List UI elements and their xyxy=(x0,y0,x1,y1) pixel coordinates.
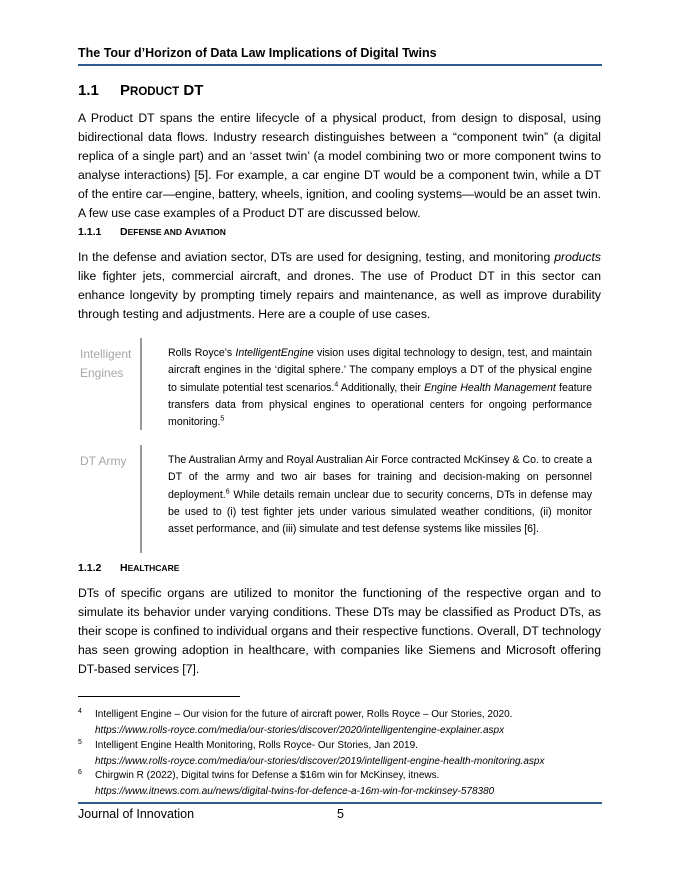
footer-journal: Journal of Innovation xyxy=(78,807,195,821)
intro-paragraph: A Product DT spans the entire lifecycle of a physical product, from design to disposal, using bidirectional data flows. Industry research distinguishes between a “component twin” (a digital replica of a single part) and an ‘asset twin’ (a model combining two or more component twins to analyse interactions) [5]. For example, a car engine DT would be a component twin, while a DT of the entire car—engine, battery, wheels, ignition, and cooling systems—would be an asset twin. A few use case examples of a Product DT are discussed below. xyxy=(78,111,601,220)
section-title-tail: DT xyxy=(179,82,204,99)
usecase-text: vision uses digital technology to design, test, and maintain aircraft engines in the ‘digital sphere.’ The company employs a DT of the physical engine to simulate potential test scenarios. xyxy=(168,347,592,394)
subsection-title-part: EALTHCARE xyxy=(127,563,180,573)
subsection-title-part: EFENSE AND xyxy=(127,227,185,237)
healthcare-paragraph: DTs of specific organs are utilized to monitor the functioning of the respective organ and to simulate its behavior under varying conditions. These DTs may be classified as Product DTs, as their scope is confined to individual organs and their respective functions. Overall, DT technology has seen growing adoption in healthcare, with companies like Siemens and Microsoft offering DT-based services [7]. xyxy=(78,586,601,676)
usecase-text: Additionally, their xyxy=(338,381,425,394)
footnote-link[interactable]: https://www.rolls-royce.com/media/our-stories/discover/2019/intelligent-engine-health-monitoring.aspx xyxy=(95,755,545,767)
footnote-5 xyxy=(78,738,602,769)
subsection-heading-defense xyxy=(78,226,226,238)
footnote-mark: 5 xyxy=(78,739,82,746)
footnote-separator xyxy=(78,696,240,697)
section-title-initial: P xyxy=(120,82,131,99)
footnote-link[interactable]: https://www.rolls-royce.com/media/our-stories/discover/2020/intelligentengine-explainer.aspx xyxy=(95,724,505,736)
header-rule xyxy=(78,64,602,66)
usecase-text: While details remain unclear due to security concerns, DTs in defense may be used to (i) test fighter jets under various simulated weather conditions, (ii) monitor asset performance, and (iii) simulate and test defense systems like missiles [6]. xyxy=(168,488,592,536)
footnote-ref[interactable]: 6 xyxy=(225,488,230,496)
section-number: 1.1 xyxy=(78,82,99,99)
usecase-text: Rolls Royce's xyxy=(168,347,236,359)
usecase-divider xyxy=(140,445,142,553)
defense-emphasis: products xyxy=(554,250,601,264)
footnote-mark: 4 xyxy=(78,708,82,715)
footnote-6 xyxy=(78,768,602,799)
defense-paragraph xyxy=(78,248,601,324)
page-number: 5 xyxy=(337,807,344,821)
footnote-4 xyxy=(78,707,602,738)
usecase-label-dt-army: DT Army xyxy=(80,454,127,468)
footnote-mark: 6 xyxy=(78,769,82,776)
running-header: The Tour d’Horizon of Data Law Implications of Digital Twins xyxy=(78,46,437,60)
subsection-title-part: D xyxy=(120,226,128,238)
footnote-ref[interactable]: 5 xyxy=(220,415,225,423)
defense-text: In the defense and aviation sector, DTs are used for designing, testing, and monitoring xyxy=(78,250,555,264)
usecase-label-intelligent-engines: Intelligent Engines xyxy=(80,347,132,380)
usecase-text-intelligent-engines xyxy=(168,345,592,431)
footnote-text: Chirgwin R (2022), Digital twins for Defense a $16m win for McKinsey, itnews. xyxy=(95,770,440,781)
usecase-text: The Australian Army and Royal Australian Air Force contracted McKinsey & Co. to create a DT of the army and two air bases for training and decision-making on personnel deployment. xyxy=(168,454,592,501)
section-title-smallcaps: RODUCT xyxy=(130,86,180,98)
usecase-text-dt-army xyxy=(168,452,592,538)
footnote-text: Intelligent Engine – Our vision for the future of aircraft power, Rolls Royce – Our Stories, 2020. xyxy=(95,709,513,720)
footnote-text: Intelligent Engine Health Monitoring, Rolls Royce- Our Stories, Jan 2019. xyxy=(95,740,418,751)
subsection-number: 1.1.1 xyxy=(78,226,102,238)
footnote-ref[interactable]: 4 xyxy=(334,381,339,389)
section-heading xyxy=(78,82,203,99)
subsection-title-part: A xyxy=(184,226,193,238)
subsection-number: 1.1.2 xyxy=(78,562,102,574)
footer-rule xyxy=(78,802,602,804)
footnote-link[interactable]: https://www.itnews.com.au/news/digital-twins-for-defence-a-16m-win-for-mckinsey-578380 xyxy=(95,785,495,797)
usecase-text: feature transfers data from physical engines to operational centers for ongoing performance monitoring. xyxy=(168,381,592,429)
usecase-emphasis: Engine Health Management xyxy=(424,381,556,394)
defense-text: like fighter jets, commercial aircraft, and drones. The use of Product DT in this sector can enhance longevity by prompting timely repairs and maintenance, as well as improve durability through testing and adjustments. Here are a couple of use cases. xyxy=(78,269,601,321)
subsection-title-part: H xyxy=(120,562,128,574)
usecase-emphasis: IntelligentEngine xyxy=(235,347,314,359)
subsection-heading-healthcare xyxy=(78,562,179,574)
subsection-title-part: VIATION xyxy=(192,227,226,237)
usecase-divider xyxy=(140,338,142,430)
